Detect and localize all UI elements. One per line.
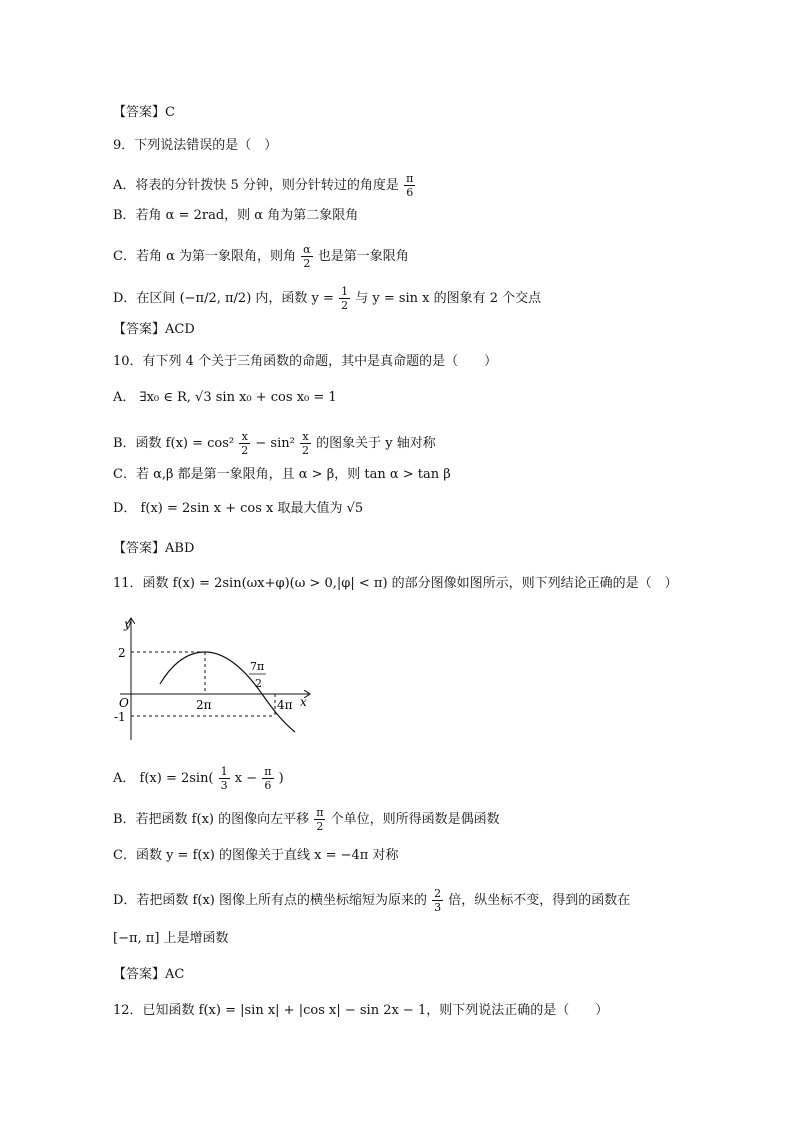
q8-answer: 【答案】C [113,105,175,120]
q9-stem: 9．下列说法错误的是（ ） [113,138,278,153]
q11-option-c: C．函数 y = f(x) 的图像关于直线 x = −4π 对称 [113,848,399,863]
origin-label: O [119,696,129,710]
q11-option-d: D．若把函数 f(x) 图像上所有点的横坐标缩短为原来的 $\frac{2}{3}$ 倍，纵坐标不变，得到的函数在 [113,887,631,914]
q11-function-graph [110,612,320,744]
x-axis-label: x [300,695,307,709]
q11-option-a: A． f(x) = 2sin( $\frac{1}{3}$ x − $\frac{\pi}{6}$ ) [113,765,284,792]
q10-option-b: B．函数 f(x) = cos² $\frac{x}{2}$ − sin² $\frac{x}{2}$ 的图象关于 y 轴对称 [113,430,436,457]
q11-stem: 11．函数 f(x) = 2sin(ωx+φ)(ω > 0,|φ| < π) 的部分图像如图所示，则下列结论正确的是（ ） [113,576,678,591]
y-tick-minus1: -1 [114,710,126,724]
q9-answer: 【答案】ACD [113,322,195,337]
q9-option-d: D．在区间 (−π/2, π/2) 内，函数 y = $\frac{1}{2}$ 与 y = sin x 的图象有 2 个交点 [113,285,542,312]
q9-option-c: C．若角 α 为第一象限角，则角 $\frac{\alpha}{2}$ 也是第一象限角 [113,243,409,270]
q9-a-frac: $\frac{\pi}{6}$ [406,172,414,199]
q11-option-d-cont: [−π, π] 上是增函数 [113,931,229,946]
x-tick-7pi2-den: 2 [255,677,262,690]
q10-answer: 【答案】ABD [113,541,195,556]
x-tick-2pi: 2π [196,698,212,712]
q10-stem: 10．有下列 4 个关于三角函数的命题，其中是真命题的是（ ） [113,354,498,369]
sine-curve [160,652,295,732]
q9-option-a: A．将表的分针拨快 5 分钟，则分针转过的角度是 $\frac{\pi}{6}$ [113,172,414,199]
q10-option-c: C．若 α,β 都是第一象限角，且 α > β，则 tan α > tan β [113,467,451,482]
q11-answer: 【答案】AC [113,967,185,982]
y-axis-label: y [124,617,131,631]
q11-option-b: B．若把函数 f(x) 的图像向左平移 $\frac{\pi}{2}$ 个单位，则所得函数是偶函数 [113,806,500,833]
y-tick-2: 2 [118,646,126,660]
q9-option-b: B．若角 α = 2rad，则 α 角为第二象限角 [113,208,359,223]
x-tick-4pi: 4π [277,698,293,712]
q12-stem: 12．已知函数 f(x) = |sin x| + |cos x| − sin 2x − 1，则下列说法正确的是（ ） [113,1003,609,1018]
q10-option-d: D． f(x) = 2sin x + cos x 取最大值为 √5 [113,501,364,516]
q10-option-a: A． ∃x₀ ∈ R, √3 sin x₀ + cos x₀ = 1 [113,390,337,405]
x-tick-7pi2-num: 7π [250,660,265,673]
